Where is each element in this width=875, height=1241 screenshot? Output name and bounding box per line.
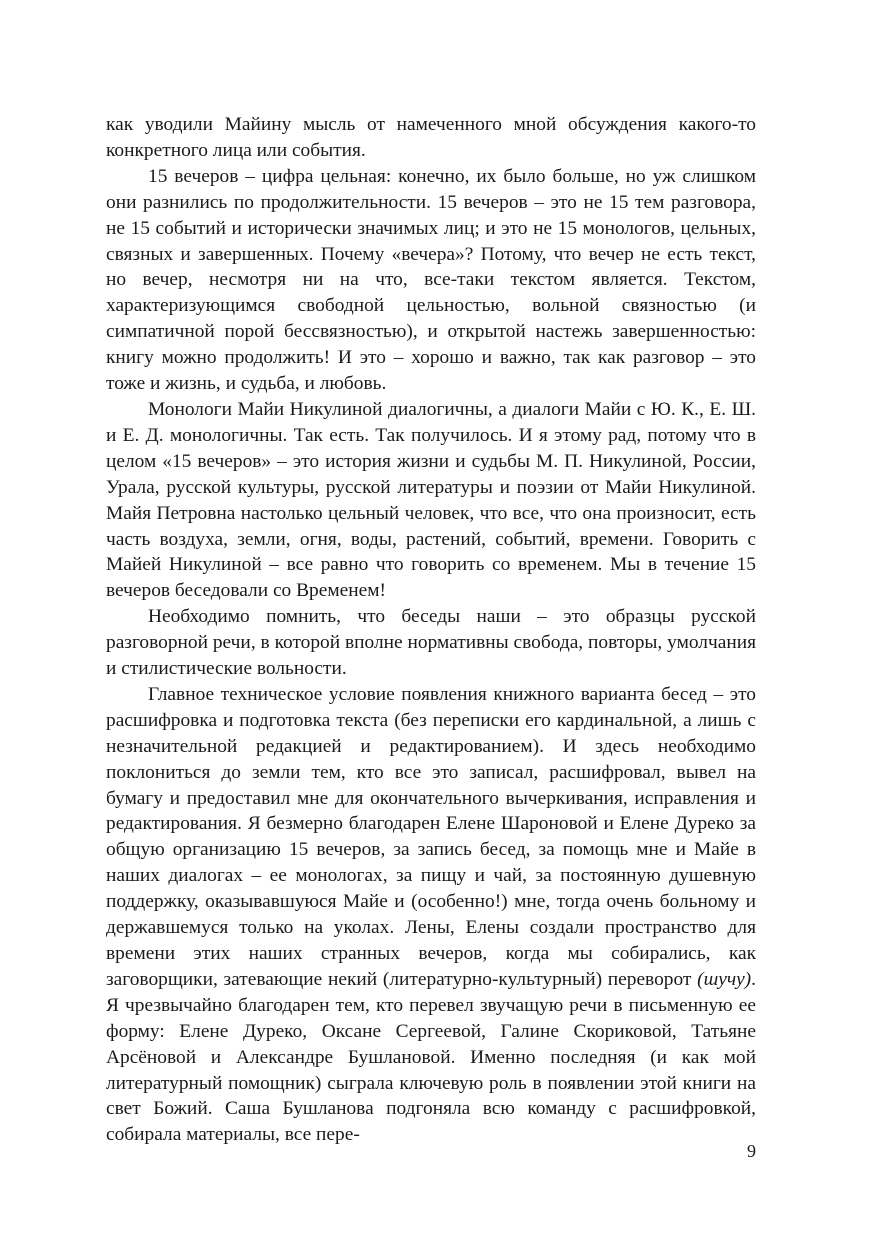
paragraph-continuation: как уводили Майину мысль от намеченного мной обсуждения какого-то конкретного лица или события. xyxy=(106,114,756,161)
paragraph-monologues: Монологи Майи Никулиной диалогичны, а диалоги Майи с Ю. К., Е. Ш. и Е. Д. монологичны. Так есть. Так получилось. И я этому рад, потому что в целом «15 вечеров» – это история жизни и судьбы М. П. Никулиной, России, Урала, русской культуры, русской литературы и поэзии от Майи Никулиной. Майя Петровна настолько цельный человек, что все, что она произносит, есть часть воздуха, земли, огня, воды, растений, событий, времени. Говорить с Майей Никулиной – все равно что говорить со временем. Мы в течение 15 вечеров беседовали со Временем! xyxy=(106,398,756,602)
acknowledgements-text-b: . Я чрезвычайно благодарен тем, кто перевел звучащую речи в письменную ее форму: Елене Дуреко, Оксане Сергеевой, Галине Скориковой, Татьяне Арсёновой и Александре Бушлановой. Именно последняя (и как мой литературный помощник) сыграла ключевую роль в появлении этой книги на свет Божий. Саша Бушланова подгоняла всю команду с расшифровкой, собирала материалы, все пере- xyxy=(106,968,756,1146)
body-text xyxy=(106,112,756,1148)
page-number: 9 xyxy=(747,1141,756,1161)
joke-aside: (шучу) xyxy=(697,968,752,990)
paragraph-fifteen-evenings: 15 вечеров – цифра цельная: конечно, их было больше, но уж слишком они разнились по продолжительности. 15 вечеров – это не 15 тем разговора, не 15 событий и исторически значимых лиц; и это не 15 монологов, цельных, связных и завершенных. Почему «вечера»? Потому, что вечер не есть текст, но вечер, несмотря ни на что, все-таки текстом является. Текстом, характеризующимся свободной цельностью, вольной связностью (и симпатичной порой бессвязностью), и открытой настежь завершенностью: книгу можно продолжить! И это – хорошо и важно, так как разговор – это тоже и жизнь, и судьба, и любовь. xyxy=(106,165,756,395)
paragraph-speech-note: Необходимо помнить, что беседы наши – это образцы русской разговорной речи, в которой вполне нормативны свобода, повторы, умолчания и стилистические вольности. xyxy=(106,606,756,680)
acknowledgements-text-a: Главное техническое условие появления книжного варианта бесед – это расшифровка и подготовка текста (без переписки его кардинальной, а лишь с незначительной редакцией и редактированием). И здесь необходимо поклониться до земли тем, кто все это записал, расшифровал, вывел на бумагу и предоставил мне для окончательного вычеркивания, исправления и редактирования. Я безмерно благодарен Елене Шароновой и Елене Дуреко за общую организацию 15 вечеров, за запись бесед, за помощь мне и Майе в наших диалогах – ее монологах, за пищу и чай, за постоянную душевную поддержку, оказывавшуюся Майе и (особенно!) мне, тогда очень больному и державшемуся только на уколах. Лены, Елены создали пространство для времени этих наших странных вечеров, когда мы собирались, как заговорщики, затевающие некий (литературно-культурный) переворот xyxy=(106,683,756,990)
paragraph-acknowledgements xyxy=(106,682,756,1148)
